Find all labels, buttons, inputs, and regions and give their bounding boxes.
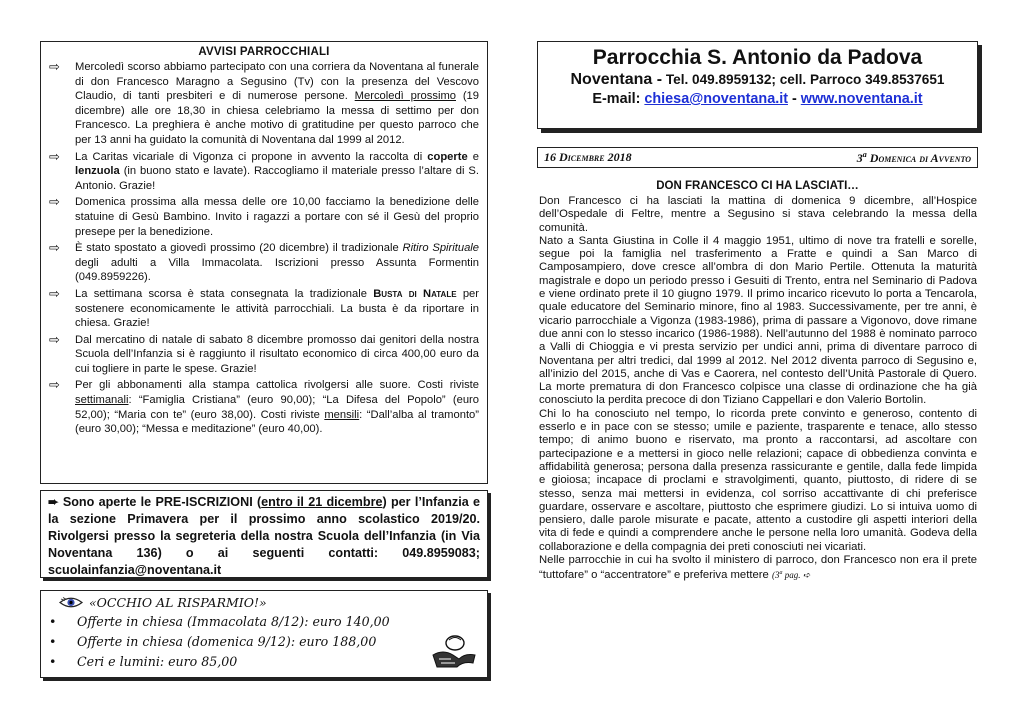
offer-item: • Ceri e lumini: euro 85,00 bbox=[49, 654, 238, 669]
hands-offering-icon bbox=[429, 631, 479, 671]
parish-contacts: Noventana - Tel. 049.8959132; cell. Parroco 349.8537651 bbox=[570, 71, 945, 88]
continue-reference: (3$^a$ pag. ➪ bbox=[771, 570, 811, 581]
date-bar bbox=[537, 147, 978, 168]
parish-name: Parrocchia S. Antonio da Padova bbox=[592, 46, 923, 69]
avviso-text: Domenica prossima alla messa delle ore 10,00 facciamo la benedizione delle statuine di Gesù Bambino. Invito i ragazzi a portare con sé il Gesù del proprio presepe per la benedizione. bbox=[75, 196, 479, 238]
avviso-item bbox=[49, 378, 479, 436]
avviso-text: Mercoledì scorso abbiamo partecipato con una corriera da Noventana al funerale di don Francesco Maragno a Segusino (Tv) con la presenza del Vescovo Claudio, di tanti presbiteri e di numerose persone. Mercoledì prossimo (19 dicembre) alle ore 18,30 in chiesa celebriamo la messa di settimo per don Francesco. La preghiera è anche motivo di gratitudine per questo parroco che per 13 anni ha guidato la comunità di Noventana dal 1999 al 2012. bbox=[75, 61, 479, 146]
parish-header bbox=[537, 41, 978, 129]
offer-item: • Offerte in chiesa (domenica 9/12): euro 188,00 bbox=[49, 634, 377, 649]
website-link[interactable]: www.noventana.it bbox=[800, 91, 923, 107]
arrow-icon: ⇨ bbox=[49, 377, 60, 393]
issue-date: 16 Dicembre 2018 bbox=[544, 150, 632, 164]
arrow-icon: ⇨ bbox=[49, 194, 60, 210]
occhio-al-risparmio-box bbox=[40, 590, 488, 678]
email-link[interactable]: chiesa@noventana.it bbox=[644, 91, 788, 107]
eye-icon bbox=[59, 596, 83, 609]
avviso-item bbox=[49, 150, 479, 194]
avviso-item bbox=[49, 241, 479, 285]
arrow-icon: ⇨ bbox=[49, 59, 60, 74]
arrow-icon: ⇨ bbox=[49, 240, 60, 256]
article-paragraph: Nelle parrocchie in cui ha svolto il ministero di parroco, don Francesco non era il prete “tuttofare” o “accentratore” e preferiva mettere (3$^a$ pag. ➪ bbox=[539, 554, 977, 582]
article-body bbox=[539, 195, 977, 583]
article-paragraph: Chi lo ha conosciuto nel tempo, lo ricorda prete convinto e generoso, contento di esserlo e in pace con se stesso; umile e paziente, trasparente e tenace, allo stesso tempo; di animo buono e riservato, ma pronto a raccontarsi, ad ascoltare con partecipazione e a mettersi in gioco nelle relazioni; capace di obbedienza convinta e affidabilità generosa; persona dalla presenza rassicurante e gentile, dalla fede limpida e gioiosa; incapace di proclami e stravolgimenti, quanto, piuttosto, di ridere di se stesso, senza mai mettersi in evidenza, col sorriso accattivante di chi preferisce guardare, osservare e ascoltare, piuttosto che esprimere giudizi. Lo si intuiva uomo di pensiero, dalle parole misurate e pacate, attento a custodire gli aspetti interiori della vita di fede e quindi a comprendere anche le persone nella loro umanità. Godeva della collaborazione e della compagnia dei preti conosciuti nei vicariati. bbox=[539, 407, 977, 553]
avvisi-box bbox=[40, 41, 488, 484]
avviso-item bbox=[49, 60, 479, 148]
avvisi-title: AVVISI PARROCCHIALI bbox=[198, 46, 330, 58]
avviso-item bbox=[49, 195, 479, 239]
avviso-text: La Caritas vicariale di Vigonza ci propone in avvento la raccolta di coperte e lenzuola (in buono stato e lavate). Raccogliamo il materiale presso l’altare di S. Antonio. Grazie! bbox=[75, 150, 479, 192]
avviso-text: Dal mercatino di natale di sabato 8 dicembre promosso dai genitori della nostra Scuola dell’Infanzia si è raggiunto il risultato economico di circa 400,00 euro da cui togliere in parte le spese. Grazie! bbox=[75, 333, 479, 375]
occhio-title: «OCCHIO AL RISPARMIO!» bbox=[89, 595, 267, 610]
parish-web: E-mail: chiesa@noventana.it - www.noventana.it bbox=[592, 91, 923, 107]
occhio-header bbox=[49, 595, 479, 610]
liturgical-sunday: 3$^a$ Domenica di Avvento bbox=[856, 149, 971, 165]
offer-item: • Offerte in chiesa (Immacolata 8/12): euro 140,00 bbox=[49, 614, 390, 629]
article-title: DON FRANCESCO CI HA LASCIATI… bbox=[656, 180, 859, 192]
avviso-text: È stato spostato a giovedì prossimo (20 dicembre) il tradizionale Ritiro Spirituale degli adulti a Villa Immacolata. Iscrizioni presso Assunta Formentin (049.8959226). bbox=[75, 242, 479, 284]
arrow-icon: ⇨ bbox=[49, 148, 60, 164]
avviso-item bbox=[49, 333, 479, 377]
arrow-icon: ➨ bbox=[48, 495, 59, 509]
avviso-item bbox=[49, 287, 479, 331]
preiscrizioni-box: ➨ Sono aperte le PRE-ISCRIZIONI (entro il 21 dicembre) per l’Infanzia e la sezione Primavera per il prossimo anno scolastico 2019/20. Rivolgersi presso la segreteria della nostra Scuola dell’Infanzia (in Via Noventana 136) o ai seguenti contatti: 049.8959083; scuolainfanzia@noventana.it bbox=[40, 490, 488, 578]
arrow-icon: ⇨ bbox=[49, 285, 60, 301]
article-paragraph: Nato a Santa Giustina in Colle il 4 maggio 1951, ultimo di nove tra fratelli e sorelle, segue poi la famiglia nel trasferimento a Fratte e quindi a San Marco di Camposampiero, dove cresce all’ombra di don Mario Pertile. Ottenuta la maturità magistrale e dopo un periodo presso i Gesuiti di Trento, entra nel Seminario di Padova e viene ordinato prete il 10 giugno 1979. Il primo incarico ricevuto lo porta a Tencarola, quale educatore del Seminario minore, fino al 1983. Successivamente, per tre anni, è vicario parrocchiale a Vigonza (1983-1986), prima di passare a Vigonovo, dove rimane due anni con lo stesso incarico (1986-1988). Nell’autunno del 1988 è nominato parroco a Valli di Chioggia e vi presta servizio per undici anni, prima di diventare parroco di Noventana per altri tredici, dal 1999 al 2012. Nel 2012 diventa parroco di Segusino e, all’inizio del 2015, anche di Vas e Caorera, nel contesto dell’Unità Pastorale di Quero. La morte prematura di don Francesco colpisce una classe di ordinazione che ha già conosciuto la perdita precoce di don Tiziano Cappellari e don Valerio Bortolin. bbox=[539, 234, 977, 407]
avviso-text: Per gli abbonamenti alla stampa cattolica rivolgersi alle suore. Costi riviste settimanali: “Famiglia Cristiana” (euro 90,00); “La Difesa del Popolo” (euro 52,00); “Maria con te” (euro 38,00). Costi riviste mensili: “Dall’alba al tramonto” (euro 30,00); “Messa e meditazione” (euro 40,00). bbox=[75, 379, 479, 436]
article-paragraph: Don Francesco ci ha lasciati la mattina di domenica 9 dicembre, all’Hospice dell’Ospedale di Feltre, mentre a Segusino si stava celebrando la messa della comunità. bbox=[539, 195, 977, 234]
avviso-text: La settimana scorsa è stata consegnata la tradizionale Busta di Natale per sostenere economicamente le attività parrocchiali. La busta è da riportare in chiesa. Grazie! bbox=[75, 287, 479, 330]
arrow-icon: ⇨ bbox=[49, 331, 60, 347]
